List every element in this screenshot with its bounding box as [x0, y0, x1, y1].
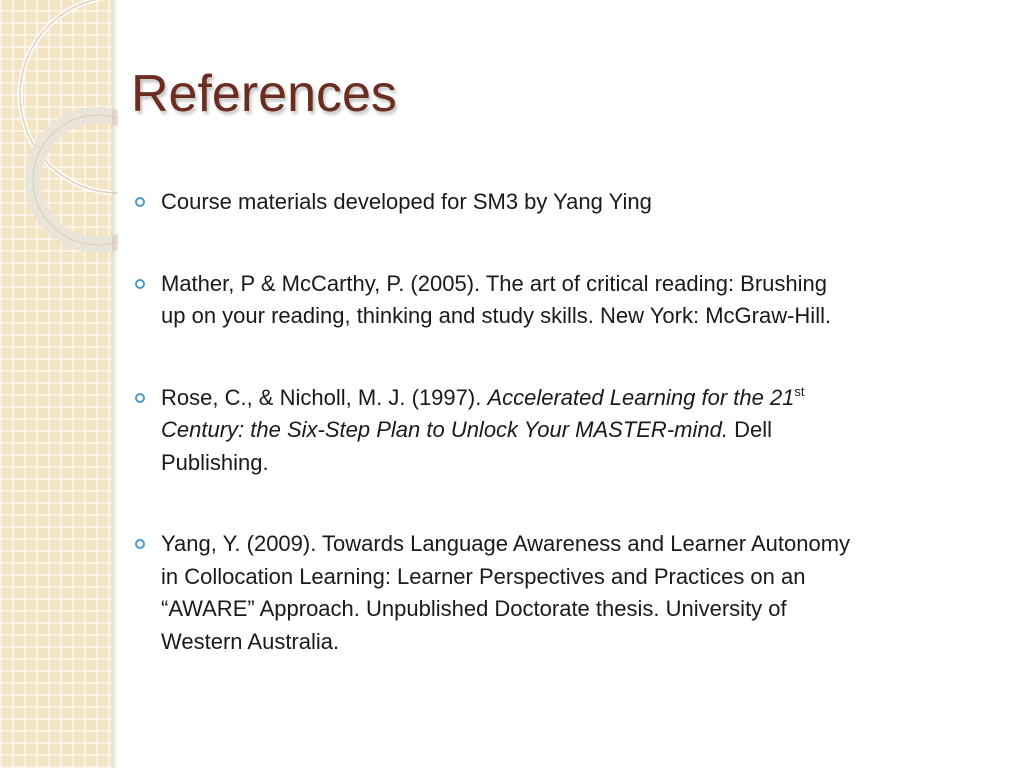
bullet-icon [135, 197, 145, 207]
reference-superscript: st [794, 383, 805, 399]
reference-text-suffix: Dell Publishing. [161, 417, 772, 475]
reference-text: Mather, P & McCarthy, P. (2005). The art of critical reading: Brushing up on your reading, thinking and study skills. New York: McGraw-Hill. [161, 270, 832, 328]
reference-text: Course materials developed for SM3 by Yang Ying [161, 189, 652, 214]
bullet-icon [135, 393, 145, 403]
slide-title: References [131, 65, 397, 123]
reference-item [133, 268, 853, 333]
reference-text: Yang, Y. (2009). Towards Language Awareness and Learner Autonomy in Collocation Learning: Learner Perspectives and Practices on an “AWARE” Approach. Unpublished Doctorate thesis. University of Western Australia. [161, 531, 851, 654]
bullet-icon [135, 279, 145, 289]
reference-item [133, 186, 853, 219]
reference-list [133, 186, 853, 707]
decorative-sidebar [0, 0, 112, 768]
reference-text-prefix: Rose, C., & Nicholl, M. J. (1997). [161, 384, 488, 410]
decorative-rings-graphic [0, 0, 118, 260]
sidebar-divider [112, 0, 118, 768]
reference-title-italic-continued: Century: the Six-Step Plan to Unlock Your MASTER-mind. [161, 417, 728, 442]
bullet-icon [135, 539, 145, 549]
reference-item [133, 382, 853, 480]
reference-title-italic: Accelerated Learning for the 21 [487, 384, 795, 410]
reference-item [133, 528, 853, 658]
